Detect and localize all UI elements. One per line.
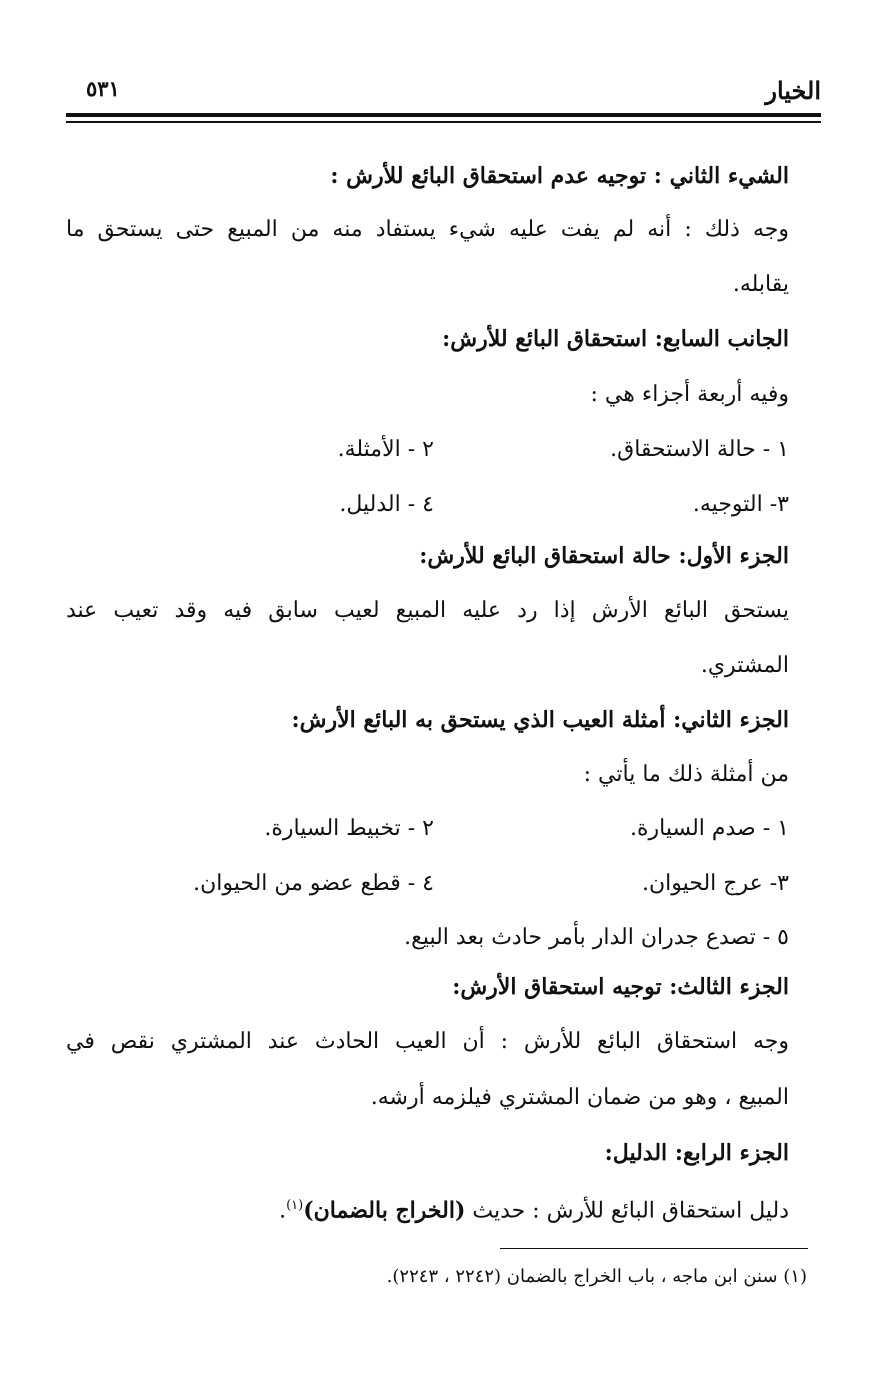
- list-item: ٣- التوجيه.: [692, 492, 789, 517]
- list-item: ٤ - الدليل.: [339, 492, 434, 517]
- paragraph-text: دليل استحقاق البائع للأرش : حديث: [465, 1198, 789, 1224]
- running-header-title: الخيار: [765, 76, 821, 105]
- paragraph-line: يستحق البائع الأرش إذا رد عليه المبيع لعيب سابق فيه وقد تعيب عند: [66, 598, 789, 623]
- paragraph-line: المبيع ، وهو من ضمان المشتري فيلزمه أرشه.: [370, 1085, 789, 1110]
- footnote-marker: (١): [286, 1198, 304, 1213]
- header-rule-thin: [66, 121, 821, 123]
- paragraph-line: [279, 1188, 789, 1229]
- footnote: (١) سنن ابن ماجه ، باب الخراج بالضمان (٢٢٤٢ ، ٢٢٤٣).: [386, 1266, 807, 1287]
- paragraph-line: يقابله.: [732, 272, 789, 297]
- section-heading: الشيء الثاني : توجيه عدم استحقاق البائع للأرش :: [330, 163, 789, 189]
- list-item: ٢ - تخبيط السيارة.: [264, 816, 434, 841]
- chapter-heading: الجانب السابع: استحقاق البائع للأرش:: [442, 326, 789, 352]
- list-item: ٢ - الأمثلة.: [337, 437, 434, 462]
- paragraph-line: وفيه أربعة أجزاء هي :: [590, 382, 789, 407]
- paragraph-line: المشتري.: [700, 653, 789, 678]
- list-item: ١ - صدم السيارة.: [629, 816, 789, 841]
- section-heading: الجزء الثاني: أمثلة العيب الذي يستحق به البائع الأرش:: [291, 707, 789, 733]
- section-heading: الجزء الأول: حالة استحقاق البائع للأرش:: [419, 543, 789, 569]
- list-item: ٥ - تصدع جدران الدار بأمر حادث بعد البيع.: [404, 925, 789, 950]
- page-number: ٥٣١: [86, 76, 120, 101]
- section-heading: الجزء الثالث: توجيه استحقاق الأرش:: [452, 974, 789, 1000]
- header-rule-thick: [66, 113, 821, 117]
- paragraph-line: من أمثلة ذلك ما يأتي :: [583, 762, 789, 787]
- hadith-quote: (الخراج بالضمان): [303, 1197, 466, 1224]
- paragraph-line: وجه استحقاق البائع للأرش : أن العيب الحادث عند المشتري نقص في: [66, 1029, 789, 1054]
- paragraph-line: وجه ذلك : أنه لم يفت عليه شيء يستفاد منه من المبيع حتى يستحق ما: [66, 217, 789, 242]
- list-item: ٤ - قطع عضو من الحيوان.: [193, 871, 434, 896]
- paragraph-text: .: [279, 1198, 287, 1224]
- list-item: ١ - حالة الاستحقاق.: [610, 437, 789, 462]
- footnote-separator: [500, 1248, 808, 1249]
- section-heading: الجزء الرابع: الدليل:: [604, 1140, 789, 1166]
- list-item: ٣- عرج الحيوان.: [642, 871, 789, 896]
